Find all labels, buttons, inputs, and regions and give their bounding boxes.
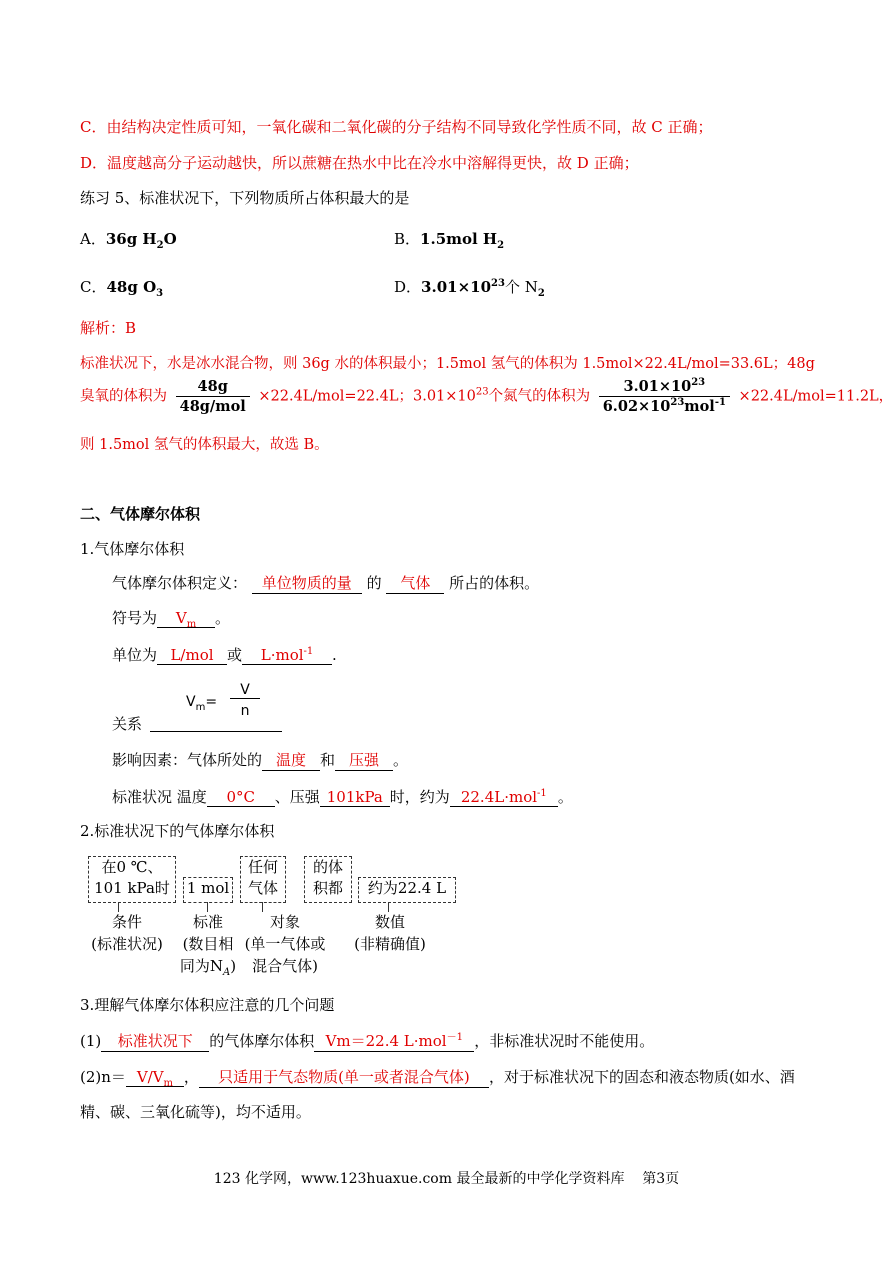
blank-unit-amount: 单位物质的量 [252, 572, 362, 594]
relation-formula: $V_m=$ V n [186, 682, 286, 712]
page-number: 第3页 [642, 1171, 680, 1187]
point-2: $(2)n= V/V_m$ ， 只适用于气态物质(单一或者混合气体) ，对于标准状况下的固态和液态物质(如水、酒 [80, 1068, 795, 1089]
blank-gas-only: 只适用于气态物质(单一或者混合气体) [199, 1066, 489, 1088]
blank-gas: 气体 [386, 572, 444, 594]
blank-molar-volume: 22.4L·mol$^{-1}$ [450, 788, 558, 807]
standard-line: 标准状况 温度 0°C 、压强 101kPa 时，约为 22.4L·mol$^{-1}$ 。 [112, 788, 573, 806]
blank-symbol: $V_m$ [157, 609, 215, 628]
option-b: B．1.5mol $H_2$ [394, 230, 505, 251]
fraction-ozone: $\frac{48g}{\text{48g/mol}}$ [176, 378, 250, 415]
subsection-3: 3.理解气体摩尔体积应注意的几个问题 [80, 996, 335, 1014]
analysis-answer: 解析：B [80, 319, 137, 337]
diagram-label-value: 数值 (非精确值) [354, 913, 426, 953]
symbol-line: 符号为 $V_m$ 。 [112, 609, 231, 630]
analysis-option-c: C．由结构决定性质可知，一氧化碳和二氧化碳的分子结构不同导致化学性质不同，故 C 正确； [80, 118, 713, 136]
diagram-box-standard: 1 mol [183, 877, 233, 903]
option-d: D．$3.01\times 10^{23}$个 $N_2$ [394, 278, 545, 299]
page-footer: 123 化学网，www.123huaxue.com 最全最新的中学化学资料库 第3页 [213, 1171, 680, 1187]
fraction-nitrogen: $\frac{3.01\times 10^{23}}{6.02\times 10^{23}mol^{-1}}$ [599, 378, 730, 415]
section-title: 二、气体摩尔体积 [80, 505, 201, 523]
subsection-1: 1.气体摩尔体积 [80, 540, 185, 558]
blank-unit-1: L/mol [157, 646, 227, 665]
diagram-box-object: 任何 气体 [240, 856, 286, 903]
diagram-label-object: 对象 (单一气体或 混合气体) [244, 913, 326, 975]
blank-v-over-vm: $V/V_m$ [126, 1068, 184, 1087]
blank-vm-value: Vm＝22.4 L·mol$^{-1}$ [314, 1030, 474, 1052]
analysis-option-d: D．温度越高分子运动越快，所以蔗糖在热水中比在冷水中溶解得更快，故 D 正确； [80, 154, 639, 172]
blank-pressure: 压强 [335, 749, 393, 771]
definition-line: 气体摩尔体积定义： 单位物质的量 的 气体 所占的体积。 [112, 574, 540, 592]
option-a: A．36g $H_2O$ [80, 230, 177, 251]
diagram-box-value: 约为22.4 L [358, 877, 456, 903]
relation-label: 关系 [112, 715, 143, 733]
diagram-box-volume: 的体 积都 [304, 856, 352, 903]
analysis-line-2: 臭氧的体积为 $\frac{48g}{\text{48g/mol}}$ ×22.4L/mol=22.4L；$3.01\times 10^{23}$个氮气的体积为 $\frac{3.01\times 10^{23}}{6.02\times 10^{23}mol^{-1}}$ ×22.4L/mol=11.2L， [80, 377, 893, 415]
diagram-box-condition: 在0 ℃、 101 kPa时 [88, 856, 176, 903]
blank-standard-condition: 标准状况下 [101, 1030, 209, 1052]
analysis-line-3: 则 1.5mol 氢气的体积最大，故选 B。 [80, 437, 329, 453]
factor-line: 影响因素：气体所处的 温度 和 压强 。 [112, 751, 409, 769]
exercise-question: 练习 5、标准状况下，下列物质所占体积最大的是 [80, 189, 410, 207]
blank-kpa: 101kPa [320, 788, 390, 807]
blank-temperature: 温度 [262, 749, 320, 771]
analysis-line-1: 标准状况下，水是冰水混合物，则 36g 水的体积最小；1.5mol 氢气的体积为 1.5mol×22.4L/mol=33.6L；48g [80, 356, 815, 372]
blank-unit-2: L·mol$^{-1}$ [242, 646, 332, 665]
point-2-continued: 精、碳、三氧化硫等)，均不适用。 [80, 1103, 311, 1121]
point-1: (1) 标准状况下 的气体摩尔体积 Vm＝22.4 L·mol$^{-1}$ ，非标准状况时不能使用。 [80, 1032, 655, 1050]
diagram-label-condition: 条件 (标准状况) [91, 913, 163, 953]
option-c: C．48g $O_3$ [80, 278, 164, 299]
diagram-label-standard: 标准 (数目相 同为$N_A$) [179, 913, 237, 978]
subsection-2: 2.标准状况下的气体摩尔体积 [80, 822, 275, 840]
relation-blank [150, 731, 282, 732]
blank-zero-celsius: 0°C [207, 788, 275, 807]
unit-line: 单位为 L/mol 或 L·mol$^{-1}$ . [112, 646, 337, 664]
